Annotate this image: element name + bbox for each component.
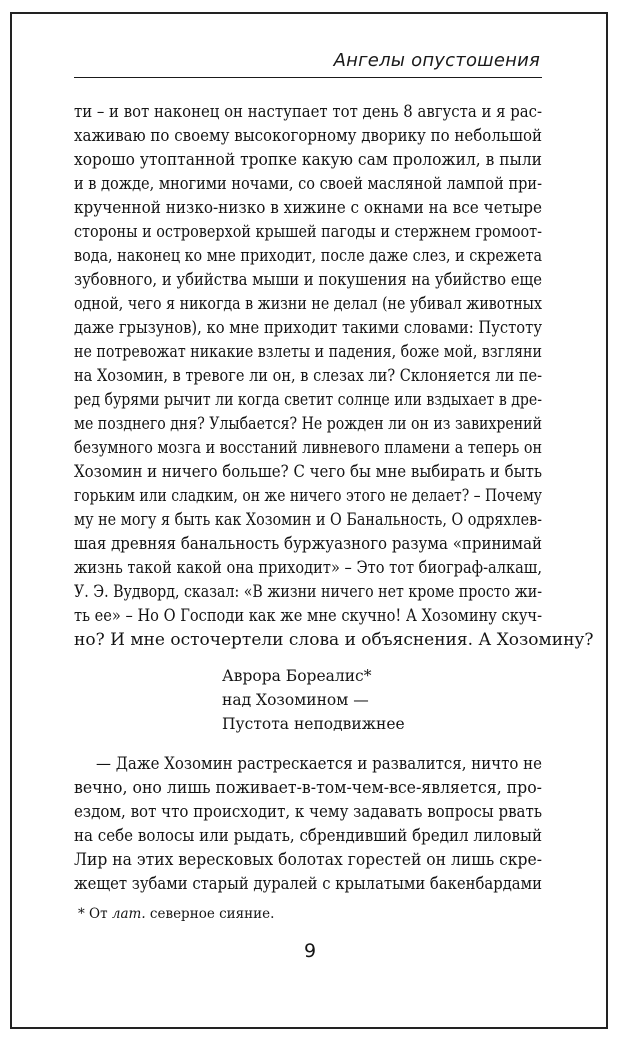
text-line: но? И мне осточертели слова и объяснения. А Хозомину?: [74, 630, 594, 650]
text-line: жещет зубами старый дуралей с крылатыми бакенбардами: [74, 874, 542, 894]
text-line: Лир на этих вересковых болотах горестей он лишь скре-: [74, 850, 542, 870]
text-line: жизнь такой какой она приходит» – Это тот биограф-алкаш,: [74, 558, 542, 578]
text-line: У. Э. Вудворд, сказал: «В жизни ничего нет кроме просто жи-: [74, 582, 542, 602]
text-line: горьким или сладким, он же ничего этого не делает? – Почему: [74, 486, 542, 506]
poem-line: Пустота неподвижнее: [222, 715, 405, 733]
text-line: ред бурями рычит ли когда светит солнце или вздыхает в дре-: [74, 390, 542, 410]
text-line: крученной низко-низко в хижине с окнами на все четыре: [74, 198, 542, 218]
text-line: вечно, оно лишь поживает-в-том-чем-все-является, про-: [74, 778, 542, 798]
text-line: му не могу я быть как Хозомин и О Банальность, О одряхлев-: [74, 510, 542, 530]
text-line: — Даже Хозомин растрескается и развалится, ничто не: [96, 754, 542, 774]
text-line: безумного мозга и восстаний ливневого пламени а теперь он: [74, 438, 542, 458]
poem-line: Аврора Бореалис*: [222, 667, 372, 685]
page-number: 9: [303, 940, 317, 962]
footnote-abbr: лат.: [111, 906, 146, 922]
footnote-marker: * От: [78, 906, 108, 922]
text-line: ездом, вот что происходит, к чему задавать вопросы рвать: [74, 802, 542, 822]
text-line: даже грызунов), ко мне приходит такими словами: Пустоту: [74, 318, 542, 338]
text-line: вода, наконец ко мне приходит, после даже слез, и скрежета: [74, 246, 542, 266]
text-line: ме позднего дня? Улыбается? Не рожден ли он из завихрений: [74, 414, 542, 434]
text-line: стороны и островерхой крышей пагоды и стержнем громоот-: [74, 222, 542, 242]
text-line: ть ее» – Но О Господи как же мне скучно! А Хозомину скуч-: [74, 606, 542, 626]
text-line: хаживаю по своему высокогорному дворику по небольшой: [74, 126, 542, 146]
text-line: ти – и вот наконец он наступает тот день 8 августа и я рас-: [74, 102, 542, 122]
text-line: одной, чего я никогда в жизни не делал (не убивал животных: [74, 294, 542, 314]
header-rule: [74, 77, 542, 78]
text-line: на Хозомин, в тревоге ли он, в слезах ли? Склоняется ли пе-: [74, 366, 542, 386]
footnote-text: северное сияние.: [149, 906, 275, 922]
footnote: [78, 906, 274, 922]
poem-line: над Хозомином —: [222, 691, 369, 709]
text-line: зубовного, и убийства мыши и покушения на убийство еще: [74, 270, 542, 290]
text-line: на себе волосы или рыдать, сбрендивший бредил лиловый: [74, 826, 542, 846]
text-line: хорошо утоптанной тропке какую сам проложил, в пыли: [74, 150, 542, 170]
running-head-title: Ангелы опустошения: [333, 50, 540, 71]
text-line: Хозомин и ничего больше? С чего бы мне выбирать и быть: [74, 462, 542, 482]
text-line: не потревожат никакие взлеты и падения, боже мой, взгляни: [74, 342, 542, 362]
text-line: и в дожде, многими ночами, со своей масляной лампой при-: [74, 174, 542, 194]
text-line: шая древняя банальность буржуазного разума «принимай: [74, 534, 542, 554]
